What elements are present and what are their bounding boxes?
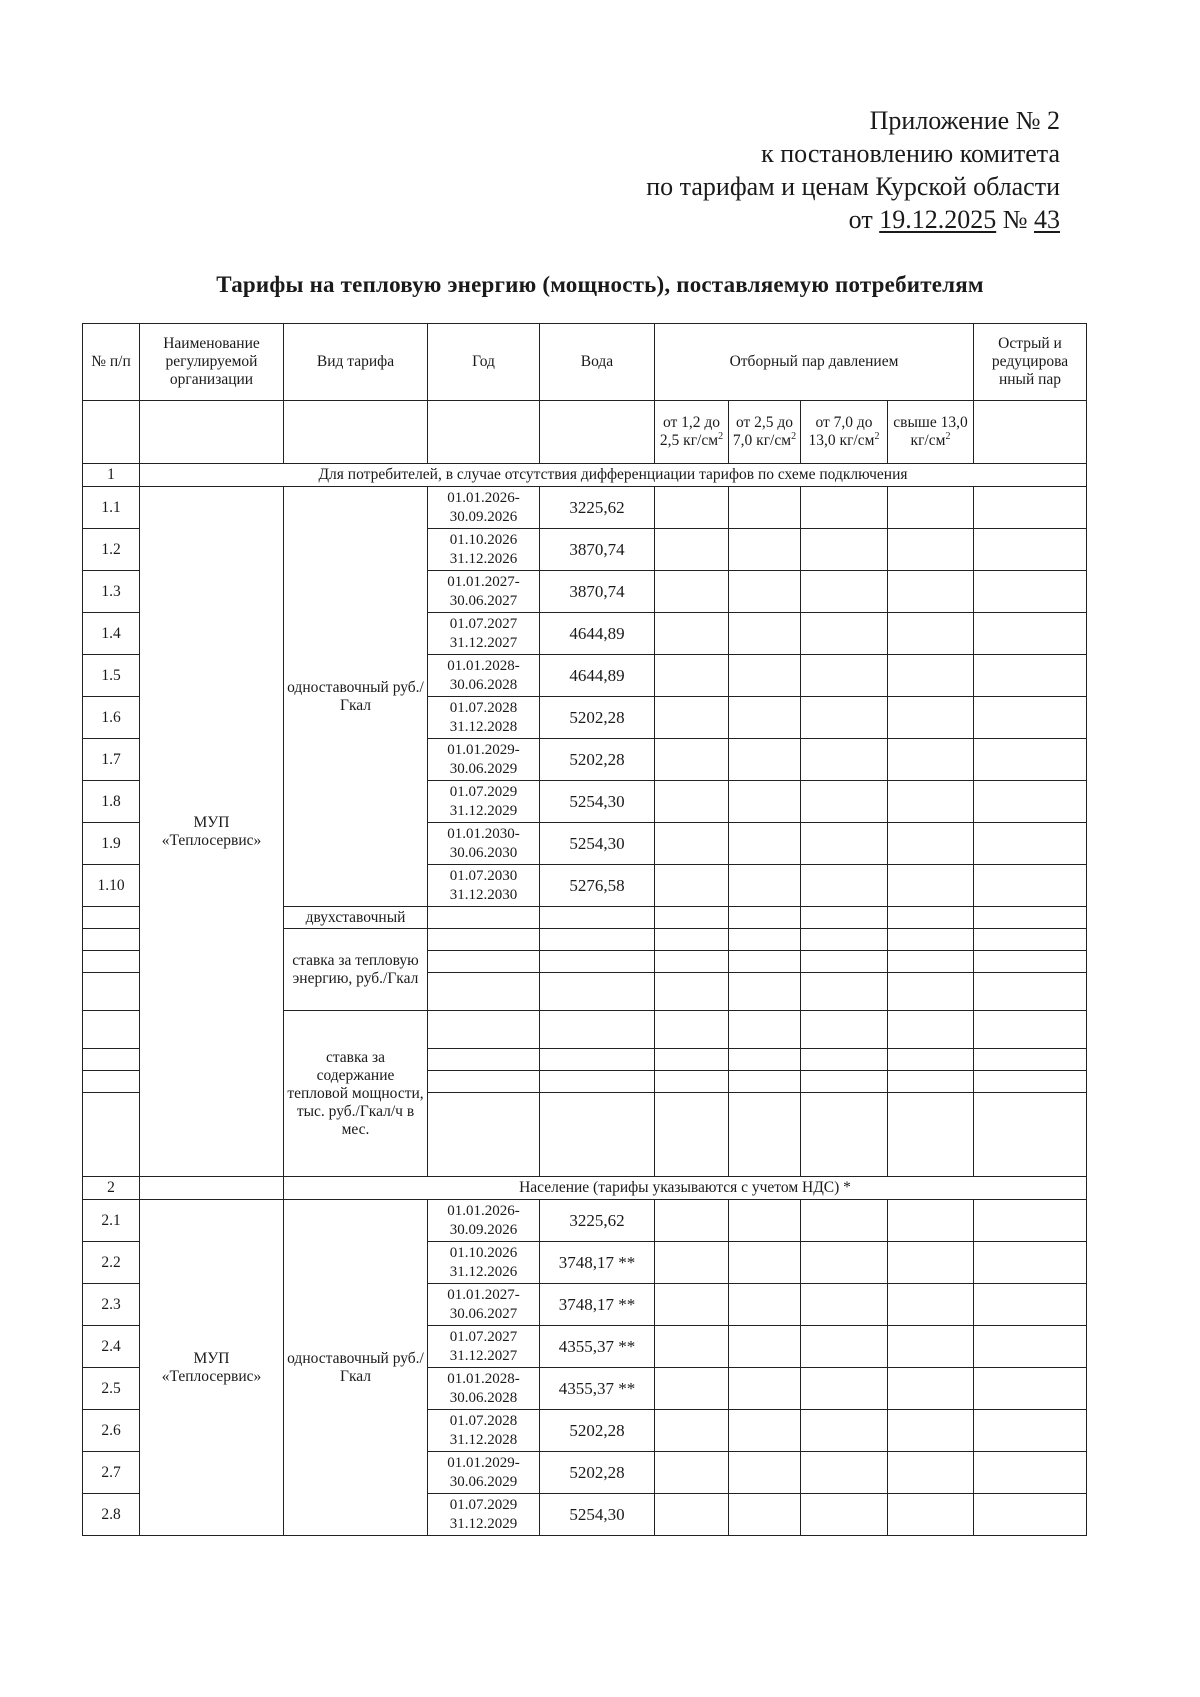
table-row [83, 487, 1087, 529]
empty-cell [729, 1410, 801, 1452]
empty-cell [729, 739, 801, 781]
row-water-value: 4644,89 [540, 655, 655, 697]
empty-cell [888, 1452, 974, 1494]
empty-cell [729, 1326, 801, 1368]
empty-cell [729, 1093, 801, 1177]
empty-cell [974, 929, 1087, 951]
empty-cell [655, 1284, 729, 1326]
row-period: 01.10.2026 31.12.2026 [428, 529, 540, 571]
resolution-date: 19.12.2025 [879, 205, 997, 234]
row-period: 01.01.2028- 30.06.2028 [428, 1368, 540, 1410]
empty-cell [801, 1368, 888, 1410]
header-sharp-steam: Острый и редуцирова нный пар [974, 324, 1087, 401]
empty-cell [83, 1011, 140, 1049]
empty-cell [801, 973, 888, 1011]
row-num: 1.8 [83, 781, 140, 823]
empty-cell [729, 1242, 801, 1284]
row-water-value: 5202,28 [540, 697, 655, 739]
empty-cell [888, 487, 974, 529]
empty-cell [540, 951, 655, 973]
empty-cell [801, 1452, 888, 1494]
empty-cell [974, 907, 1087, 929]
row-water-value: 5254,30 [540, 1494, 655, 1536]
empty-cell [655, 781, 729, 823]
empty-cell [888, 781, 974, 823]
empty-cell [655, 1368, 729, 1410]
empty-cell [801, 1326, 888, 1368]
empty-cell [888, 1284, 974, 1326]
empty-cell [974, 487, 1087, 529]
row-period: 01.01.2029- 30.06.2029 [428, 739, 540, 781]
header-year: Год [428, 324, 540, 401]
empty-cell [974, 697, 1087, 739]
header-num: № п/п [83, 324, 140, 401]
empty-cell [888, 823, 974, 865]
section-1-row [83, 464, 1087, 487]
empty-cell [974, 1368, 1087, 1410]
empty-cell [974, 1410, 1087, 1452]
header-water: Вода [540, 324, 655, 401]
row-water-value: 4644,89 [540, 613, 655, 655]
empty-cell [655, 487, 729, 529]
row-period: 01.01.2027- 30.06.2027 [428, 1284, 540, 1326]
empty-cell [974, 973, 1087, 1011]
empty-cell [655, 1049, 729, 1071]
empty-cell [729, 1284, 801, 1326]
empty-cell [888, 739, 974, 781]
empty-cell [729, 655, 801, 697]
empty-cell [888, 613, 974, 655]
empty-cell [801, 951, 888, 973]
row-water-value: 4355,37 ** [540, 1326, 655, 1368]
empty-cell [974, 739, 1087, 781]
empty-cell [974, 1452, 1087, 1494]
row-num: 2.4 [83, 1326, 140, 1368]
row-num: 1.3 [83, 571, 140, 613]
empty-cell [974, 1326, 1087, 1368]
row-num: 1.5 [83, 655, 140, 697]
date-prefix: от [848, 205, 873, 234]
empty-cell [729, 1452, 801, 1494]
empty-cell [729, 697, 801, 739]
empty-cell [655, 1494, 729, 1536]
header-org: Наименование регулируемой организации [140, 324, 284, 401]
empty-cell [655, 1071, 729, 1093]
empty-cell [540, 973, 655, 1011]
section-1-num: 1 [83, 464, 140, 487]
appendix-line-date-number [500, 203, 1060, 236]
empty-cell [801, 1494, 888, 1536]
empty-cell [655, 1326, 729, 1368]
row-water-value: 5254,30 [540, 823, 655, 865]
empty-cell [655, 1200, 729, 1242]
row-water-value: 3225,62 [540, 487, 655, 529]
empty-cell [655, 1452, 729, 1494]
empty-cell [729, 907, 801, 929]
empty-cell [888, 951, 974, 973]
appendix-title: Приложение № 2 [869, 106, 1060, 135]
empty-cell [729, 951, 801, 973]
row-num: 2.2 [83, 1242, 140, 1284]
empty-cell [801, 697, 888, 739]
empty-cell [974, 1200, 1087, 1242]
empty-cell [729, 781, 801, 823]
row-period: 01.07.2029 31.12.2029 [428, 781, 540, 823]
steam-range-3: от 7,0 до 13,0 $кг/см^2$ [801, 401, 888, 464]
empty-cell [655, 929, 729, 951]
empty-cell [655, 697, 729, 739]
empty-cell [974, 1071, 1087, 1093]
tariff-capacity-rate: ставка за содержание тепловой мощности, тыс. руб./Гкал/ч в мес. [284, 1011, 428, 1177]
empty-cell [729, 571, 801, 613]
empty-cell [801, 739, 888, 781]
empty-cell [428, 1093, 540, 1177]
empty-cell [801, 1071, 888, 1093]
row-period: 01.07.2028 31.12.2028 [428, 697, 540, 739]
empty-cell [729, 929, 801, 951]
empty-cell [888, 697, 974, 739]
row-period: 01.01.2029- 30.06.2029 [428, 1452, 540, 1494]
empty-cell [655, 1242, 729, 1284]
row-water-value: 5276,58 [540, 865, 655, 907]
empty-cell [729, 1011, 801, 1049]
appendix-line-resolution: к постановлению комитета [761, 139, 1060, 168]
table-row [83, 1200, 1087, 1242]
empty-cell [655, 1410, 729, 1452]
empty-cell [801, 1242, 888, 1284]
empty-cell [655, 823, 729, 865]
empty-cell [729, 613, 801, 655]
empty-cell [801, 571, 888, 613]
empty-cell [888, 929, 974, 951]
tariff-single-rate: одноставочный руб./Гкал [284, 1200, 428, 1536]
empty-cell [428, 929, 540, 951]
empty-cell [655, 907, 729, 929]
row-num: 1.2 [83, 529, 140, 571]
row-num: 2.5 [83, 1368, 140, 1410]
empty-cell [83, 1071, 140, 1093]
tariff-table [82, 323, 1087, 1536]
empty-cell [974, 571, 1087, 613]
row-period: 01.01.2028- 30.06.2028 [428, 655, 540, 697]
empty-cell [729, 865, 801, 907]
empty-cell [729, 973, 801, 1011]
empty-cell [540, 929, 655, 951]
empty-cell [540, 1011, 655, 1049]
empty-cell [974, 865, 1087, 907]
number-prefix: № [1002, 205, 1028, 234]
empty-cell [801, 781, 888, 823]
row-period: 01.07.2030 31.12.2030 [428, 865, 540, 907]
empty-cell [83, 951, 140, 973]
row-water-value: 4355,37 ** [540, 1368, 655, 1410]
empty-cell [729, 1494, 801, 1536]
empty-cell [428, 907, 540, 929]
empty-cell [974, 1011, 1087, 1049]
tariff-single-rate: одноставочный руб./Гкал [284, 487, 428, 907]
empty-cell [655, 973, 729, 1011]
steam-range-1: от 1,2 до 2,5 $кг/см^2$ [655, 401, 729, 464]
empty-cell [888, 655, 974, 697]
row-period: 01.10.2026 31.12.2026 [428, 1242, 540, 1284]
empty-cell [655, 1011, 729, 1049]
empty-cell [729, 1071, 801, 1093]
empty-cell [888, 865, 974, 907]
empty-cell [540, 907, 655, 929]
empty-cell [801, 1410, 888, 1452]
empty-cell [83, 1093, 140, 1177]
empty-cell [83, 929, 140, 951]
row-water-value: 3748,17 ** [540, 1284, 655, 1326]
empty-cell [428, 973, 540, 1011]
empty-cell [974, 1093, 1087, 1177]
empty-cell [729, 1049, 801, 1071]
empty-cell [974, 1049, 1087, 1071]
empty-cell [974, 655, 1087, 697]
empty-cell [801, 487, 888, 529]
empty-cell [974, 529, 1087, 571]
empty-cell [888, 571, 974, 613]
empty-cell [974, 823, 1087, 865]
empty-cell [729, 1368, 801, 1410]
section-2-num: 2 [83, 1177, 140, 1200]
row-period: 01.01.2030- 30.06.2030 [428, 823, 540, 865]
empty-cell [888, 1494, 974, 1536]
header-row [83, 324, 1087, 401]
empty-cell [888, 1368, 974, 1410]
tariff-two-rate: двухставочный [284, 907, 428, 929]
section-2-row [83, 1177, 1087, 1200]
row-num: 1.4 [83, 613, 140, 655]
row-water-value: 3225,62 [540, 1200, 655, 1242]
empty-cell [974, 781, 1087, 823]
empty-cell [801, 529, 888, 571]
empty-cell [83, 1049, 140, 1071]
row-period: 01.07.2027 31.12.2027 [428, 613, 540, 655]
row-period: 01.01.2027- 30.06.2027 [428, 571, 540, 613]
empty-cell [83, 907, 140, 929]
row-period: 01.07.2029 31.12.2029 [428, 1494, 540, 1536]
empty-cell [888, 1200, 974, 1242]
subheader-row [83, 401, 1087, 464]
empty-cell [428, 1049, 540, 1071]
empty-cell [888, 1049, 974, 1071]
empty-cell [801, 823, 888, 865]
empty-cell [729, 823, 801, 865]
empty-cell [801, 1093, 888, 1177]
empty-cell [655, 739, 729, 781]
empty-cell [801, 1284, 888, 1326]
header-tariff-type: Вид тарифа [284, 324, 428, 401]
empty-cell [428, 951, 540, 973]
row-num: 2.3 [83, 1284, 140, 1326]
row-period: 01.01.2026- 30.09.2026 [428, 1200, 540, 1242]
empty-cell [974, 1284, 1087, 1326]
empty-cell [655, 951, 729, 973]
header-steam: Отборный пар давлением [655, 324, 974, 401]
empty-cell [801, 865, 888, 907]
empty-cell [888, 1071, 974, 1093]
empty-cell [540, 1071, 655, 1093]
row-num: 2.1 [83, 1200, 140, 1242]
row-num: 2.7 [83, 1452, 140, 1494]
empty-cell [655, 1093, 729, 1177]
org-name: МУП «Теплосервис» [140, 1200, 284, 1536]
section-2-label: Население (тарифы указываются с учетом НДС) * [284, 1177, 1087, 1200]
empty-cell [974, 1494, 1087, 1536]
empty-cell [888, 1011, 974, 1049]
empty-cell [655, 571, 729, 613]
empty-cell [801, 613, 888, 655]
empty-cell [655, 613, 729, 655]
empty-cell [888, 1410, 974, 1452]
row-water-value: 5202,28 [540, 739, 655, 781]
row-water-value: 5202,28 [540, 1410, 655, 1452]
empty-cell [801, 1011, 888, 1049]
empty-cell [729, 529, 801, 571]
row-num: 1.10 [83, 865, 140, 907]
empty-cell [888, 1093, 974, 1177]
empty-cell [801, 929, 888, 951]
org-name: МУП «Теплосервис» [140, 487, 284, 1177]
empty-cell [655, 865, 729, 907]
empty-cell [801, 1200, 888, 1242]
empty-cell [801, 1049, 888, 1071]
empty-cell [888, 529, 974, 571]
row-period: 01.07.2028 31.12.2028 [428, 1410, 540, 1452]
empty-cell [974, 951, 1087, 973]
empty-cell [888, 907, 974, 929]
section-1-label: Для потребителей, в случае отсутствия дифференциации тарифов по схеме подключения [140, 464, 1087, 487]
row-num: 1.6 [83, 697, 140, 739]
row-water-value: 3870,74 [540, 529, 655, 571]
appendix-line-committee: по тарифам и ценам Курской области [646, 172, 1060, 201]
empty-cell [888, 1326, 974, 1368]
empty-cell [801, 655, 888, 697]
row-num: 1.9 [83, 823, 140, 865]
empty-cell [428, 1011, 540, 1049]
row-water-value: 5202,28 [540, 1452, 655, 1494]
row-water-value: 3870,74 [540, 571, 655, 613]
row-num: 1.1 [83, 487, 140, 529]
empty-cell [974, 613, 1087, 655]
row-num: 2.6 [83, 1410, 140, 1452]
empty-cell [888, 973, 974, 1011]
resolution-number: 43 [1034, 205, 1060, 234]
empty-cell [888, 1242, 974, 1284]
row-water-value: 5254,30 [540, 781, 655, 823]
row-period: 01.07.2027 31.12.2027 [428, 1326, 540, 1368]
steam-range-4: свыше 13,0 $кг/см^2$ [888, 401, 974, 464]
empty-cell [729, 1200, 801, 1242]
empty-cell [540, 1093, 655, 1177]
empty-cell [974, 1242, 1087, 1284]
row-period: 01.01.2026- 30.09.2026 [428, 487, 540, 529]
empty-cell [428, 1071, 540, 1093]
empty-cell [655, 655, 729, 697]
appendix-header [500, 104, 1060, 236]
tariff-heat-rate: ставка за тепловую энергию, руб./Гкал [284, 929, 428, 1011]
steam-range-2: от 2,5 до 7,0 $кг/см^2$ [729, 401, 801, 464]
empty-cell [655, 529, 729, 571]
empty-cell [83, 973, 140, 1011]
empty-cell [540, 1049, 655, 1071]
row-num: 2.8 [83, 1494, 140, 1536]
empty-cell [801, 907, 888, 929]
row-num: 1.7 [83, 739, 140, 781]
row-water-value: 3748,17 ** [540, 1242, 655, 1284]
document-title: Тарифы на тепловую энергию (мощность), поставляемую потребителям [216, 272, 984, 297]
empty-cell [729, 487, 801, 529]
